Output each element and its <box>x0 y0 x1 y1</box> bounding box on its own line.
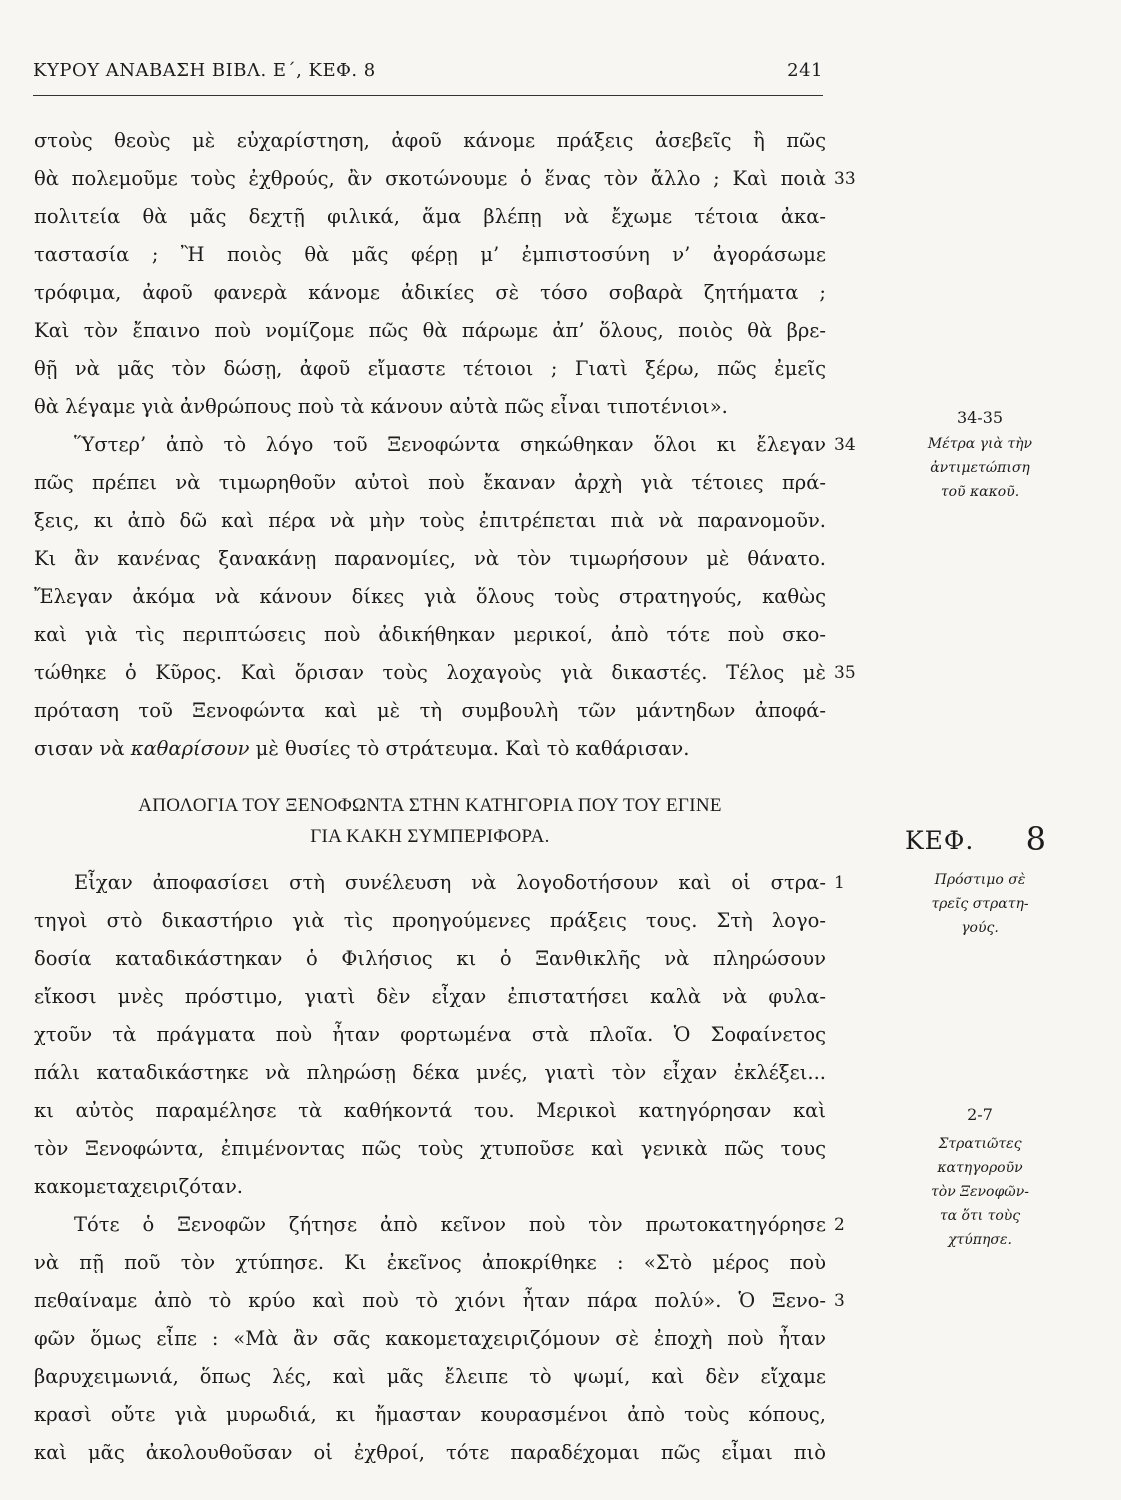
text-line: πάλι καταδικάστηκε νὰ πληρώσῃ δέκα μνές, γιατὶ τὸν εἶχαν ἐκλέξει... <box>34 1061 826 1084</box>
margin-note-line: ἀντιμετώπιση <box>930 460 1030 476</box>
section-heading-line: ΑΠΟΛΟΓΙΑ ΤΟΥ ΞΕΝΟΦΩΝΤΑ ΣΤΗΝ ΚΑΤΗΓΟΡΙΑ ΠΟΥ ΤΟΥ ΕΓΙΝΕ <box>138 795 722 816</box>
text-line: ξεις, κι ἀπὸ δῶ καὶ πέρα νὰ μὴν τοὺς ἐπιτρέπεται πιὰ νὰ παρανομοῦν. <box>34 509 826 532</box>
margin-note-line: τρεῖς στρατη- <box>931 896 1029 912</box>
text-line: βαρυχειμωνιά, ὅπως λές, καὶ μᾶς ἔλειπε τὸ ψωμί, καὶ δὲν εἴχαμε <box>34 1365 826 1388</box>
text-line: κι αὐτὸς παραμέλησε τὰ καθήκοντά του. Μερικοὶ κατηγόρησαν καὶ <box>34 1099 826 1122</box>
text-line: τρόφιμα, ἀφοῦ φανερὰ κάνομε ἀδικίες σὲ τόσο σοβαρὰ ζητήματα ; <box>34 281 826 304</box>
text-line: θῇ νὰ μᾶς τὸν δώσῃ, ἀφοῦ εἴμαστε τέτοιοι ; Γιατὶ ξέρω, πῶς ἐμεῖς <box>34 357 826 380</box>
text-line: νὰ πῇ ποῦ τὸν χτύπησε. Κι ἐκεῖνος ἀποκρίθηκε : «Στὸ μέρος ποὺ <box>34 1251 826 1274</box>
paragraph-number: 1 <box>834 873 845 893</box>
text-line: θὰ πολεμοῦμε τοὺς ἐχθρούς, ἂν σκοτώνουμε ὁ ἕνας τὸν ἄλλο ; Καὶ ποιὰ <box>34 167 826 190</box>
margin-note <box>905 868 1055 940</box>
text-line: κακομεταχειριζόταν. <box>34 1175 244 1198</box>
margin-note-line: κατηγοροῦν <box>937 1160 1023 1176</box>
paragraph-number: 33 <box>834 169 856 189</box>
margin-note-line: τὸν Ξενοφῶν- <box>931 1184 1029 1200</box>
emphasis-word: καθαρίσουν <box>130 737 250 760</box>
text-line: Κι ἂν κανένας ξανακάνῃ παρανομίες, νὰ τὸν τιμωρήσουν μὲ θάνατο. <box>34 547 826 570</box>
margin-note <box>905 1132 1055 1252</box>
paragraph-number: 34 <box>834 435 856 455</box>
paragraph-number: 35 <box>834 663 856 683</box>
margin-note-range: 34-35 <box>956 408 1004 427</box>
text-line: Εἶχαν ἀποφασίσει στὴ συνέλευση νὰ λογοδοτήσουν καὶ οἱ στρα- <box>74 871 826 894</box>
text-line: Τότε ὁ Ξενοφῶν ζήτησε ἀπὸ κεῖνον ποὺ τὸν πρωτοκατηγόρησε <box>74 1213 826 1236</box>
text-line: Καὶ τὸν ἔπαινο ποὺ νομίζομε πῶς θὰ πάρωμε ἀπ’ ὅλους, ποιὸς θὰ βρε- <box>34 319 826 342</box>
text-line: εἴκοσι μνὲς πρόστιμο, γιατὶ δὲν εἶχαν ἐπιστατήσει καλὰ νὰ φυλα- <box>34 985 826 1008</box>
chapter-number: 8 <box>1025 820 1047 858</box>
text-line: Ἔλεγαν ἀκόμα νὰ κάνουν δίκες γιὰ ὅλους τοὺς στρατηγούς, καθὼς <box>34 585 826 608</box>
margin-note <box>905 432 1055 504</box>
margin-note-line: Μέτρα γιὰ τὴν <box>927 436 1033 452</box>
margin-note-line: Πρόστιμο σὲ <box>934 872 1026 888</box>
text-line: πεθαίναμε ἀπὸ τὸ κρύο καὶ ποὺ τὸ χιόνι ἦταν πάρα πολύ». Ὁ Ξενο- <box>34 1289 826 1312</box>
margin-note-line: γούς. <box>961 920 999 936</box>
text-line: στοὺς θεοὺς μὲ εὐχαρίστηση, ἀφοῦ κάνομε πράξεις ἀσεβεῖς ἢ πῶς <box>34 129 826 152</box>
text-line: καὶ μᾶς ἀκολουθοῦσαν οἱ ἐχθροί, τότε παραδέχομαι πῶς εἶμαι πιὸ <box>34 1441 826 1464</box>
chapter-label: ΚΕΦ. <box>905 826 975 855</box>
header-rule <box>33 95 823 96</box>
text-line: πολιτεία θὰ μᾶς δεχτῇ φιλικά, ἅμα βλέπῃ νὰ ἔχωμε τέτοια ἀκα- <box>34 205 826 228</box>
running-title: ΚΥΡΟΥ ΑΝΑΒΑΣΗ ΒΙΒΛ. Ε΄, ΚΕΦ. 8 <box>33 60 376 81</box>
text-line: καὶ γιὰ τὶς περιπτώσεις ποὺ ἀδικήθηκαν μερικοί, ἀπὸ τότε ποὺ σκο- <box>34 623 826 646</box>
text-fragment: σισαν νὰ <box>34 737 125 760</box>
page-number: 241 <box>787 60 823 81</box>
text-line: φῶν ὅμως εἶπε : «Μὰ ἂν σᾶς κακομεταχειριζόμουν σὲ ἐποχὴ ποὺ ἦταν <box>34 1327 826 1350</box>
margin-note-line: Στρατιῶτες <box>938 1136 1022 1152</box>
text-line: τὸν Ξενοφώντα, ἐπιμένοντας πῶς τοὺς χτυποῦσε καὶ γενικὰ πῶς τους <box>34 1137 826 1160</box>
text-line: δοσία καταδικάστηκαν ὁ Φιλήσιος κι ὁ Ξανθικλῆς νὰ πληρώσουν <box>34 947 826 970</box>
text-line: τηγοὶ στὸ δικαστήριο γιὰ τὶς προηγούμενες πράξεις τους. Στὴ λογο- <box>34 909 826 932</box>
text-line: τώθηκε ὁ Κῦρος. Καὶ ὅρισαν τοὺς λοχαγοὺς γιὰ δικαστές. Τέλος μὲ <box>34 661 826 684</box>
paragraph-number: 3 <box>834 1291 845 1311</box>
margin-note-line: τοῦ κακοῦ. <box>940 484 1020 500</box>
margin-note-line: χτύπησε. <box>948 1232 1012 1248</box>
paragraph-number: 2 <box>834 1215 845 1235</box>
section-heading-line: ΓΙΑ ΚΑΚΗ ΣΥΜΠΕΡΙΦΟΡΑ. <box>310 826 550 847</box>
text-line: Ὕστερ’ ἀπὸ τὸ λόγο τοῦ Ξενοφώντα σηκώθηκαν ὅλοι κι ἔλεγαν <box>74 433 826 456</box>
text-fragment: μὲ θυσίες τὸ στράτευμα. Καὶ τὸ καθάρισαν. <box>255 737 690 760</box>
text-line: πῶς πρέπει νὰ τιμωρηθοῦν αὐτοὶ ποὺ ἔκαναν ἀρχὴ γιὰ τέτοιες πρά- <box>34 471 826 494</box>
margin-note-line: τα ὅτι τοὺς <box>939 1208 1021 1224</box>
text-line: χτοῦν τὰ πράγματα ποὺ ἦταν φορτωμένα στὰ πλοῖα. Ὁ Σοφαίνετος <box>34 1023 826 1046</box>
text-line: κρασὶ οὔτε γιὰ μυρωδιά, κι ἤμασταν κουρασμένοι ἀπὸ τοὺς κόπους, <box>34 1403 826 1426</box>
running-header <box>33 60 823 90</box>
text-line: θὰ λέγαμε γιὰ ἀνθρώπους ποὺ τὰ κάνουν αὐτὰ πῶς εἶναι τιποτένιοι». <box>34 395 728 418</box>
text-line: ταστασία ; Ἢ ποιὸς θὰ μᾶς φέρῃ μ’ ἐμπιστοσύνη ν’ ἀγοράσωμε <box>34 243 826 266</box>
text-line: πρόταση τοῦ Ξενοφώντα καὶ μὲ τὴ συμβουλὴ τῶν μάντηδων ἀποφά- <box>34 699 826 722</box>
text-line <box>34 736 826 762</box>
margin-note-range: 2-7 <box>967 1105 993 1124</box>
